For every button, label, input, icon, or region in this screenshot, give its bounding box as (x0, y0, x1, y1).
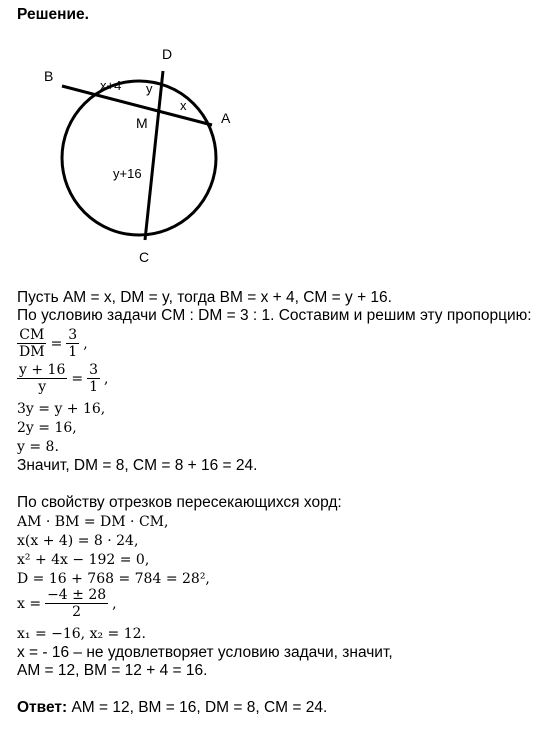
fraction-denominator: 1 (89, 379, 99, 395)
label-m: M (136, 115, 148, 131)
circle (62, 81, 216, 235)
chord-dc (145, 71, 163, 240)
quadratic-roots-formula (17, 587, 117, 620)
formula-lhs: x = (17, 595, 42, 612)
fraction-numerator: −4 ± 28 (47, 587, 107, 603)
text-line-5: x = - 16 – не удовлетворяет условию задачи, значит, (17, 644, 393, 661)
fraction-denominator: 2 (72, 604, 82, 620)
comma: , (83, 335, 88, 352)
answer-label: Ответ: (17, 699, 68, 716)
fraction-numerator: y + 16 (19, 362, 66, 378)
fraction-3-1 (87, 362, 100, 395)
fraction-numerator: 3 (68, 327, 78, 343)
comma: , (104, 370, 109, 387)
fraction-y16-y (17, 362, 67, 395)
fraction-numerator: CM (19, 327, 45, 343)
fraction-denominator: 1 (68, 344, 78, 360)
label-d: D (162, 46, 173, 62)
equation-5: x(x + 4) = 8 · 24, (17, 533, 139, 549)
proportion-1 (17, 327, 88, 360)
equation-2: 2y = 16, (17, 420, 77, 436)
equation-4: AM · BM = DM · CM, (17, 514, 169, 530)
segment-mc-label: y+16 (113, 166, 142, 181)
text-line-3: Значит, DM = 8, CM = 8 + 16 = 24. (17, 457, 258, 474)
text-line-1: Пусть AM = x, DM = y, тогда BM = x + 4, CM = y + 16. (17, 289, 392, 306)
text-line-6: AM = 12, BM = 12 + 4 = 16. (17, 662, 208, 679)
answer-text: AM = 12, BM = 16, DM = 8, CM = 24. (67, 699, 328, 716)
segment-ma-label: x (180, 98, 187, 113)
equation-6: x² + 4x − 192 = 0, (17, 552, 150, 568)
solution-heading: Решение. (17, 6, 89, 23)
fraction-3-1 (66, 327, 79, 360)
fraction-roots (45, 587, 108, 620)
circle-chords-figure (0, 0, 554, 290)
label-b: B (44, 68, 54, 84)
equation-1: 3y = y + 16, (17, 401, 106, 417)
fraction-denominator: DM (19, 344, 45, 360)
equals-sign: = (71, 370, 84, 387)
label-a: A (221, 110, 231, 126)
text-line-2: По условию задачи CM : DM = 3 : 1. Составим и решим эту пропорцию: (17, 307, 532, 324)
segment-dm-label: y (146, 81, 153, 96)
answer-line (17, 699, 327, 717)
equation-9: x₁ = −16, x₂ = 12. (17, 626, 146, 642)
fraction-numerator: 3 (89, 362, 99, 378)
fraction-denominator: y (38, 379, 47, 395)
equation-3: y = 8. (17, 439, 59, 455)
text-line-4: По свойству отрезков пересекающихся хорд: (17, 494, 342, 511)
equation-7: D = 16 + 768 = 784 = 28², (17, 571, 210, 587)
proportion-2 (17, 362, 108, 395)
comma: , (112, 595, 117, 612)
segment-bm-label: x+4 (100, 78, 122, 93)
fraction-cm-dm (17, 327, 47, 360)
equals-sign: = (50, 335, 63, 352)
label-c: C (139, 249, 150, 265)
